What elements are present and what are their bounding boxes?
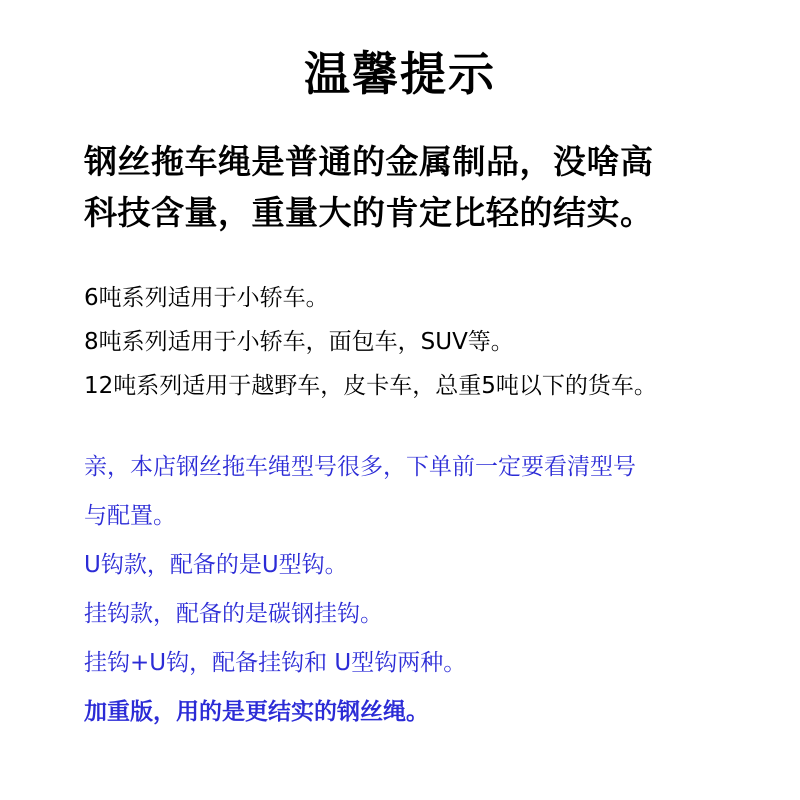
spec-line-6t: 6吨系列适用于小轿车。 [84, 285, 329, 311]
notes-block [84, 443, 764, 737]
intro-line-1: 钢丝拖车绳是普通的金属制品，没啥高 [84, 142, 654, 181]
intro-paragraph [84, 136, 744, 238]
page-title: 温馨提示 [304, 47, 496, 101]
note-line-1: 亲，本店钢丝拖车绳型号很多，下单前一定要看清型号 [84, 454, 636, 480]
intro-line-2: 科技含量，重量大的肯定比轻的结实。 [84, 193, 654, 232]
spec-line-12t: 12吨系列适用于越野车，皮卡车，总重5吨以下的货车。 [84, 373, 657, 399]
note-line-hook: 挂钩款，配备的是碳钢挂钩。 [84, 601, 383, 627]
spec-line-8t: 8吨系列适用于小轿车，面包车，SUV等。 [84, 329, 514, 355]
note-line-2: 与配置。 [84, 503, 176, 529]
note-line-heavy: 加重版，用的是更结实的钢丝绳。 [84, 699, 429, 725]
note-line-hook-plus-u: 挂钩+U钩，配备挂钩和 U型钩两种。 [84, 650, 467, 676]
note-line-u-hook: U钩款，配备的是U型钩。 [84, 552, 348, 578]
spec-list [84, 276, 784, 408]
